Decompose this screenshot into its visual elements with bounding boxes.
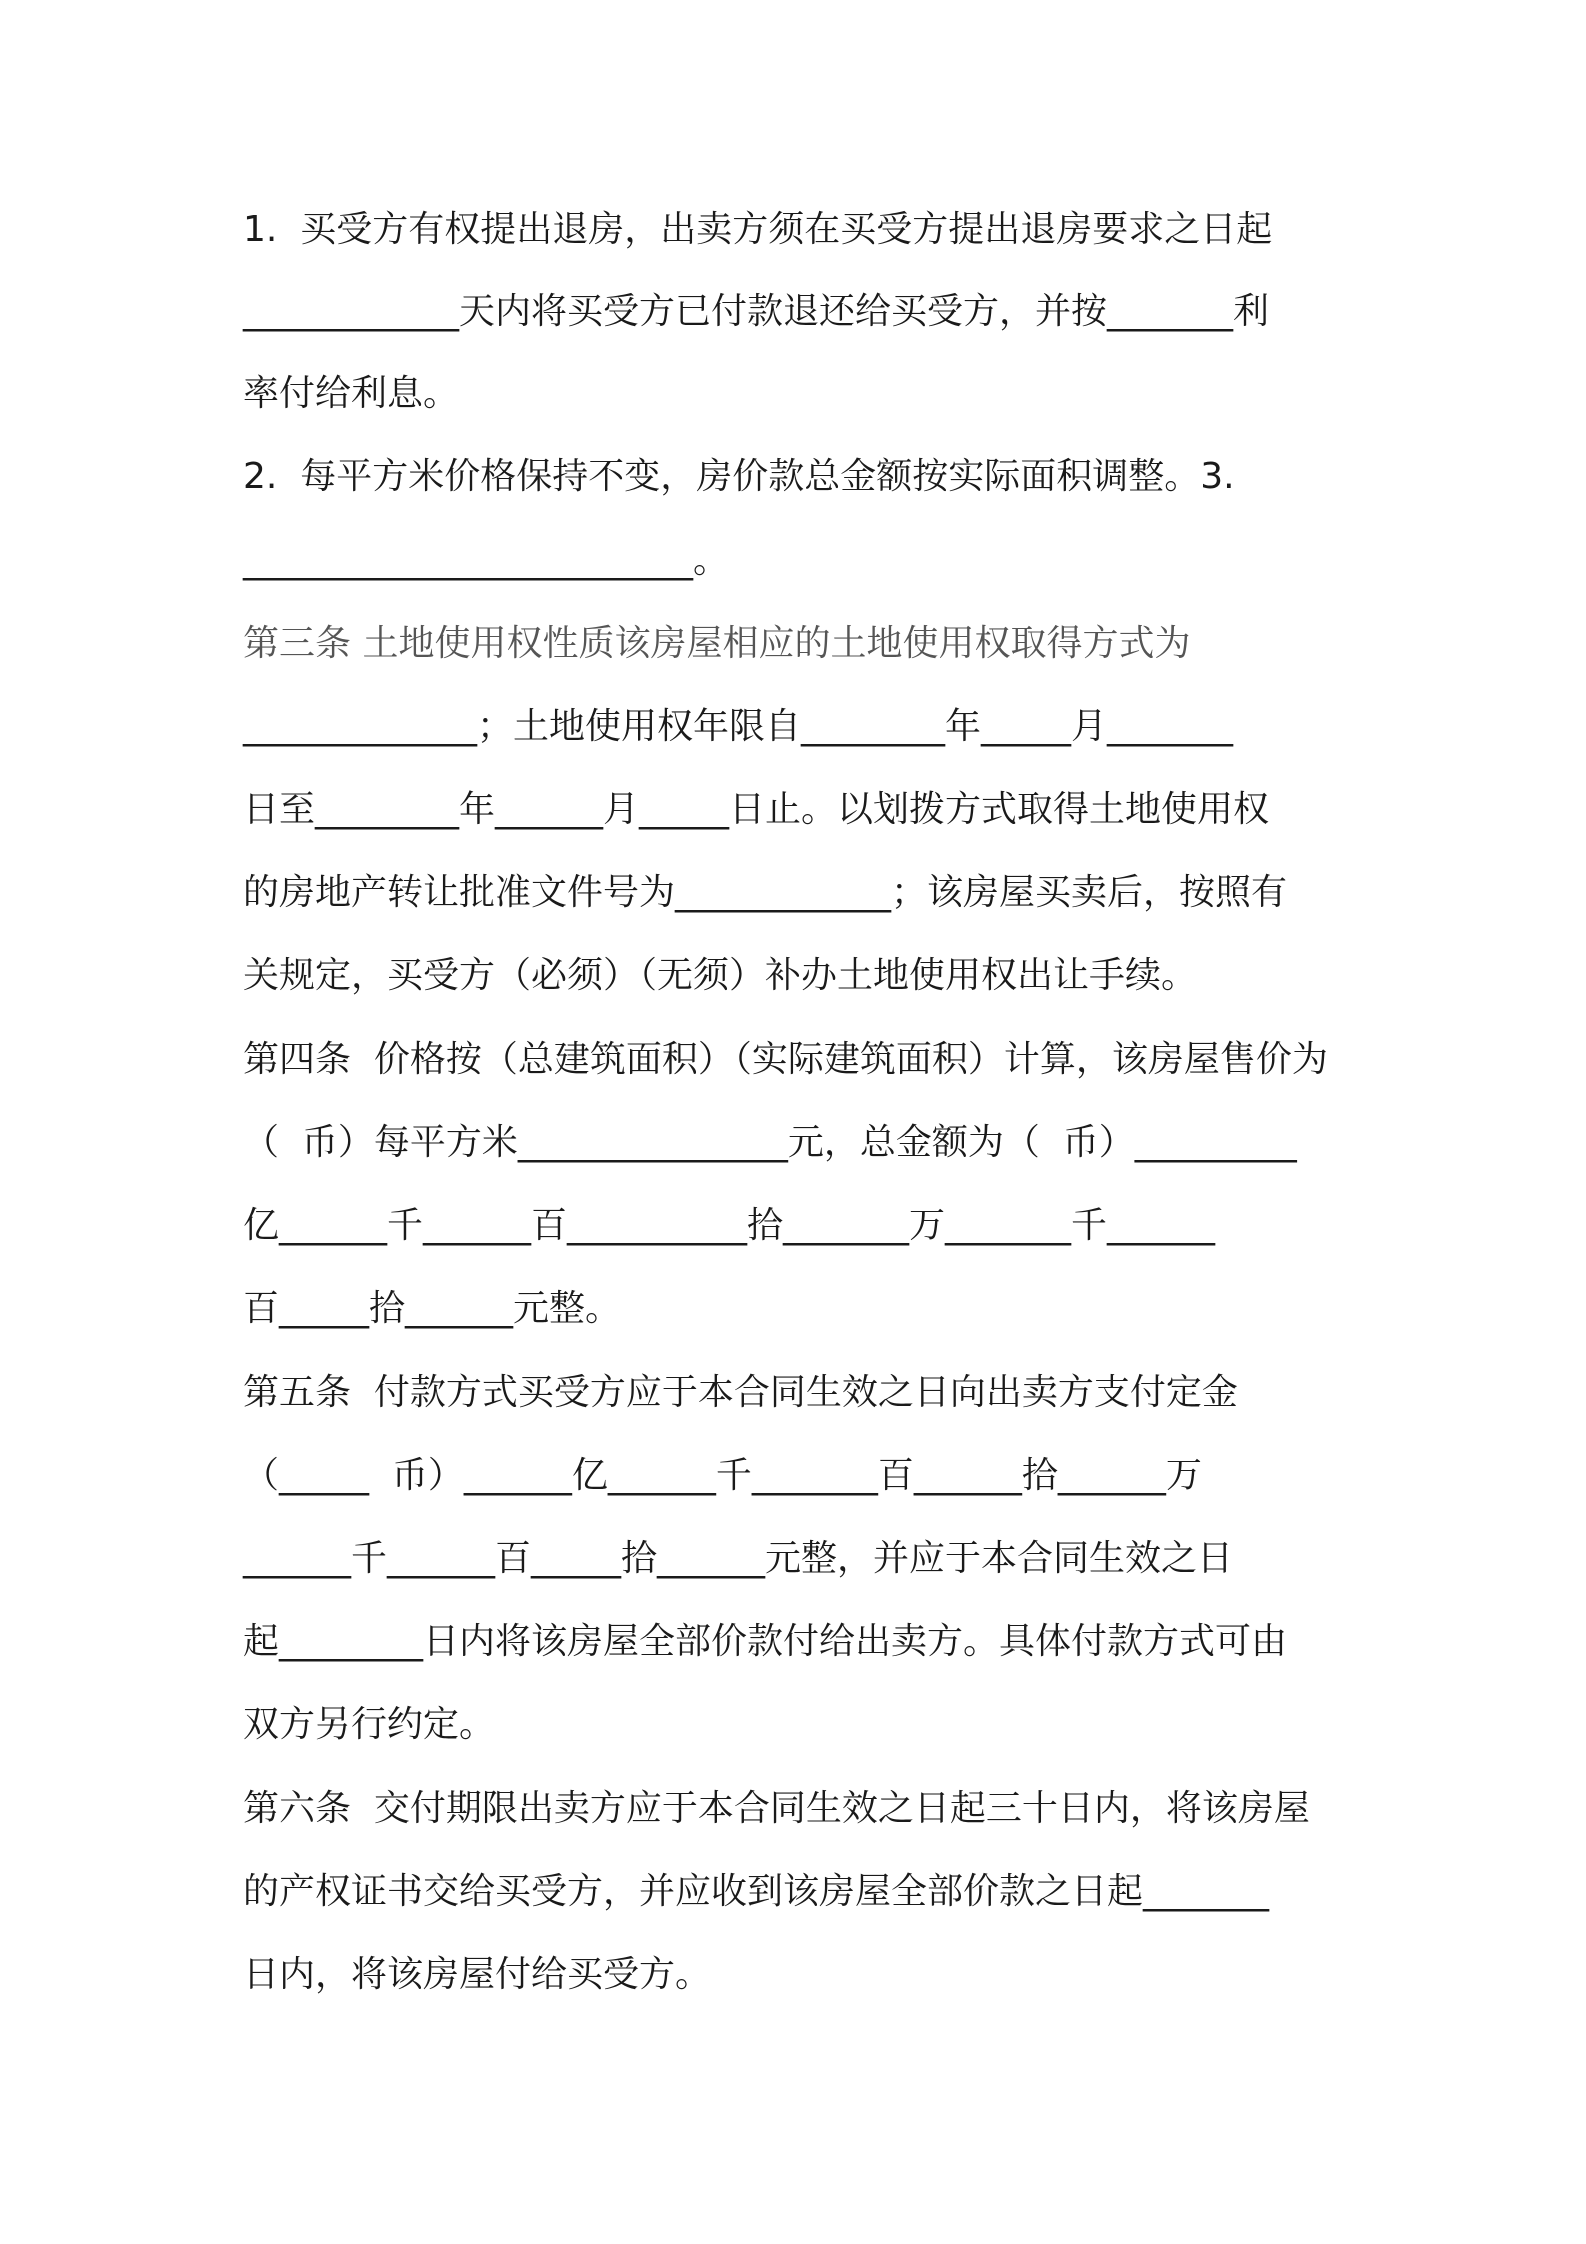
clause-text-line: _________________________。: [243, 540, 729, 581]
article-3-heading-line: 第三条 土地使用权性质该房屋相应的土地使用权取得方式为: [243, 623, 1191, 664]
clause-text-line: ____________天内将买受方已付款退还给买受方，并按_______利: [243, 291, 1270, 332]
clause-text-line: _____________；土地使用权年限自________年_____月_______: [243, 706, 1234, 747]
clause-text-line: 日内，将该房屋付给买受方。: [243, 1954, 712, 1995]
clause-text-line: 的房地产转让批准文件号为____________；该房屋买卖后，按照有: [243, 872, 1288, 913]
clause-text-line: 起________日内将该房屋全部价款付给出卖方。具体付款方式可由: [243, 1621, 1288, 1662]
clause-text-line: 2. 每平方米价格保持不变，房价款总金额按实际面积调整。3.: [243, 456, 1235, 497]
clause-text-line: 的产权证书交给买受方，并应收到该房屋全部价款之日起_______: [243, 1871, 1270, 1912]
clause-text-line: 关规定，买受方（必须）（无须）补办土地使用权出让手续。: [243, 955, 1198, 996]
clause-text-line: 双方另行约定。: [243, 1704, 496, 1745]
article-6-heading-line: 第六条 交付期限出卖方应于本合同生效之日起三十日内，将该房屋: [243, 1788, 1310, 1829]
clause-text-line: （ 币）每平方米_______________元，总金额为（ 币）_________: [243, 1122, 1297, 1163]
clause-text-line: （_____ 币）______亿______千_______百______拾______万: [243, 1455, 1202, 1496]
clause-text-line: 百_____拾______元整。: [243, 1288, 622, 1329]
clause-text-line: 1. 买受方有权提出退房，出卖方须在买受方提出退房要求之日起: [243, 209, 1273, 250]
clause-text-line: ______千______百_____拾______元整，并应于本合同生效之日: [243, 1538, 1234, 1579]
clause-text-line: 率付给利息。: [243, 373, 460, 414]
clause-text-line: 亿______千______百__________拾_______万_______千______: [243, 1205, 1215, 1246]
article-5-heading-line: 第五条 付款方式买受方应于本合同生效之日向出卖方支付定金: [243, 1372, 1238, 1413]
clause-text-line: 日至________年______月_____日止。以划拨方式取得土地使用权: [243, 789, 1270, 830]
article-4-heading-line: 第四条 价格按（总建筑面积）（实际建筑面积）计算，该房屋售价为: [243, 1039, 1328, 1080]
